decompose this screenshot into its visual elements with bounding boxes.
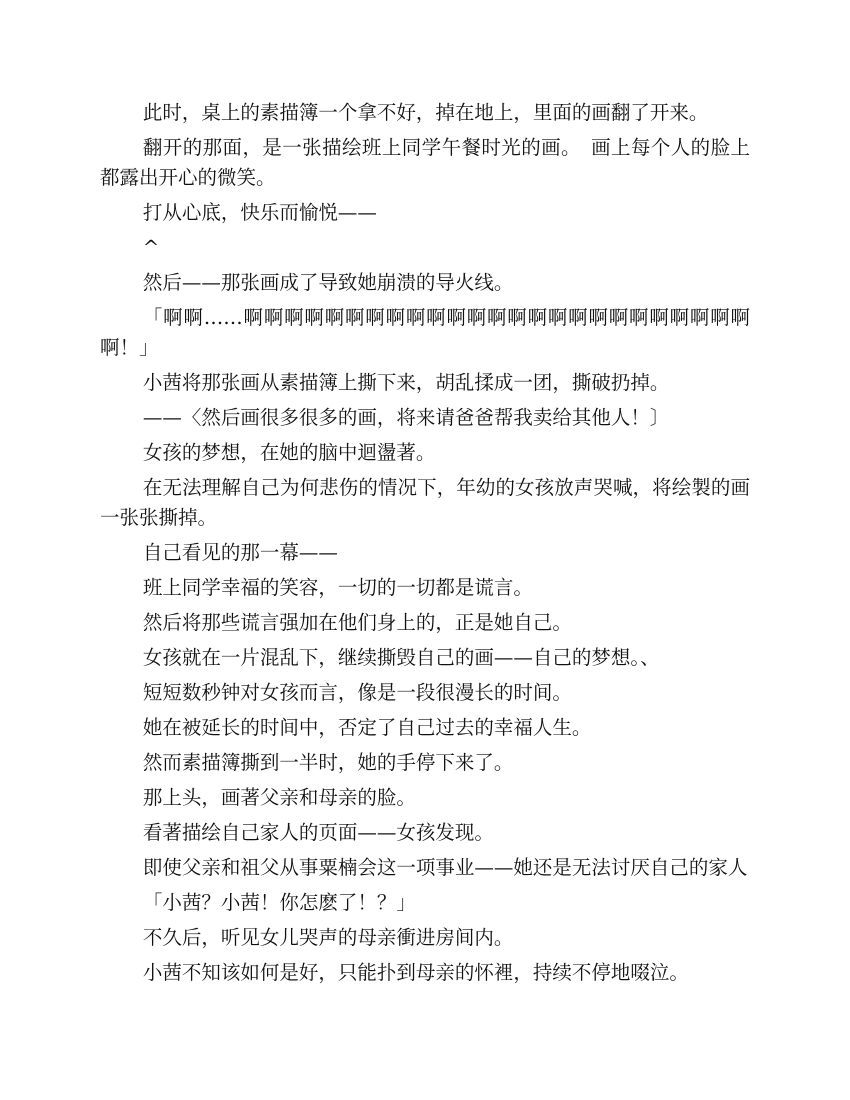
paragraph: 然后——那张画成了导致她崩溃的导火线。 bbox=[142, 271, 514, 294]
paragraph: 「啊啊……啊啊啊啊啊啊啊啊啊啊啊啊啊啊啊啊啊啊啊啊啊啊啊啊啊啊！」 bbox=[100, 306, 750, 359]
paragraph: 她在被延长的时间中，否定了自己过去的幸福人生。 bbox=[142, 716, 592, 739]
paragraph: 班上同学幸福的笑容，一切的一切都是谎言。 bbox=[142, 576, 533, 599]
paragraph: 「小茜？小茜！你怎麽了！？」 bbox=[142, 891, 416, 914]
paragraph: 此时，桌上的素描簿一个拿不好，掉在地上，里面的画翻了开来。 bbox=[142, 101, 709, 124]
document-page bbox=[100, 98, 750, 993]
paragraph: 女孩的梦想，在她的脑中迴盪著。 bbox=[142, 441, 436, 464]
paragraph: 打从心底，快乐而愉悦—— bbox=[142, 201, 377, 224]
paragraph: 女孩就在一片混乱下，继续撕毁自己的画——自己的梦想。、 bbox=[142, 646, 660, 669]
paragraph: ^ bbox=[142, 236, 160, 259]
paragraph: 然而素描簿撕到一半时，她的手停下来了。 bbox=[142, 751, 514, 774]
paragraph: 自己看见的那一幕—— bbox=[142, 541, 338, 564]
paragraph: 即使父亲和祖父从事粟楠会这一项事业——她还是无法讨厌自己的家人 bbox=[142, 856, 748, 879]
paragraph: 翻开的那面，是一张描绘班上同学午餐时光的画。 画上每个人的脸上都露出开心的微笑。 bbox=[100, 136, 750, 189]
paragraph: 小茜不知该如何是好，只能扑到母亲的怀裡，持续不停地啜泣。 bbox=[142, 961, 689, 984]
paragraph: 短短数秒钟对女孩而言，像是一段很漫长的时间。 bbox=[142, 681, 572, 704]
paragraph: 不久后，听见女儿哭声的母亲衝进房间内。 bbox=[142, 926, 514, 949]
paragraph: 然后将那些谎言强加在他们身上的，正是她自己。 bbox=[142, 611, 572, 634]
paragraph: 那上头，画著父亲和母亲的脸。 bbox=[142, 786, 416, 809]
paragraph: 在无法理解自己为何悲伤的情况下，年幼的女孩放声哭喊，将绘製的画一张张撕掉。 bbox=[100, 476, 750, 529]
paragraph: ——〈然后画很多很多的画，将来请爸爸帮我卖给其他人！〕 bbox=[142, 406, 670, 429]
paragraph: 小茜将那张画从素描簿上撕下来，胡乱揉成一团，撕破扔掉。 bbox=[142, 371, 670, 394]
paragraph: 看著描绘自己家人的页面——女孩发现。 bbox=[142, 821, 494, 844]
